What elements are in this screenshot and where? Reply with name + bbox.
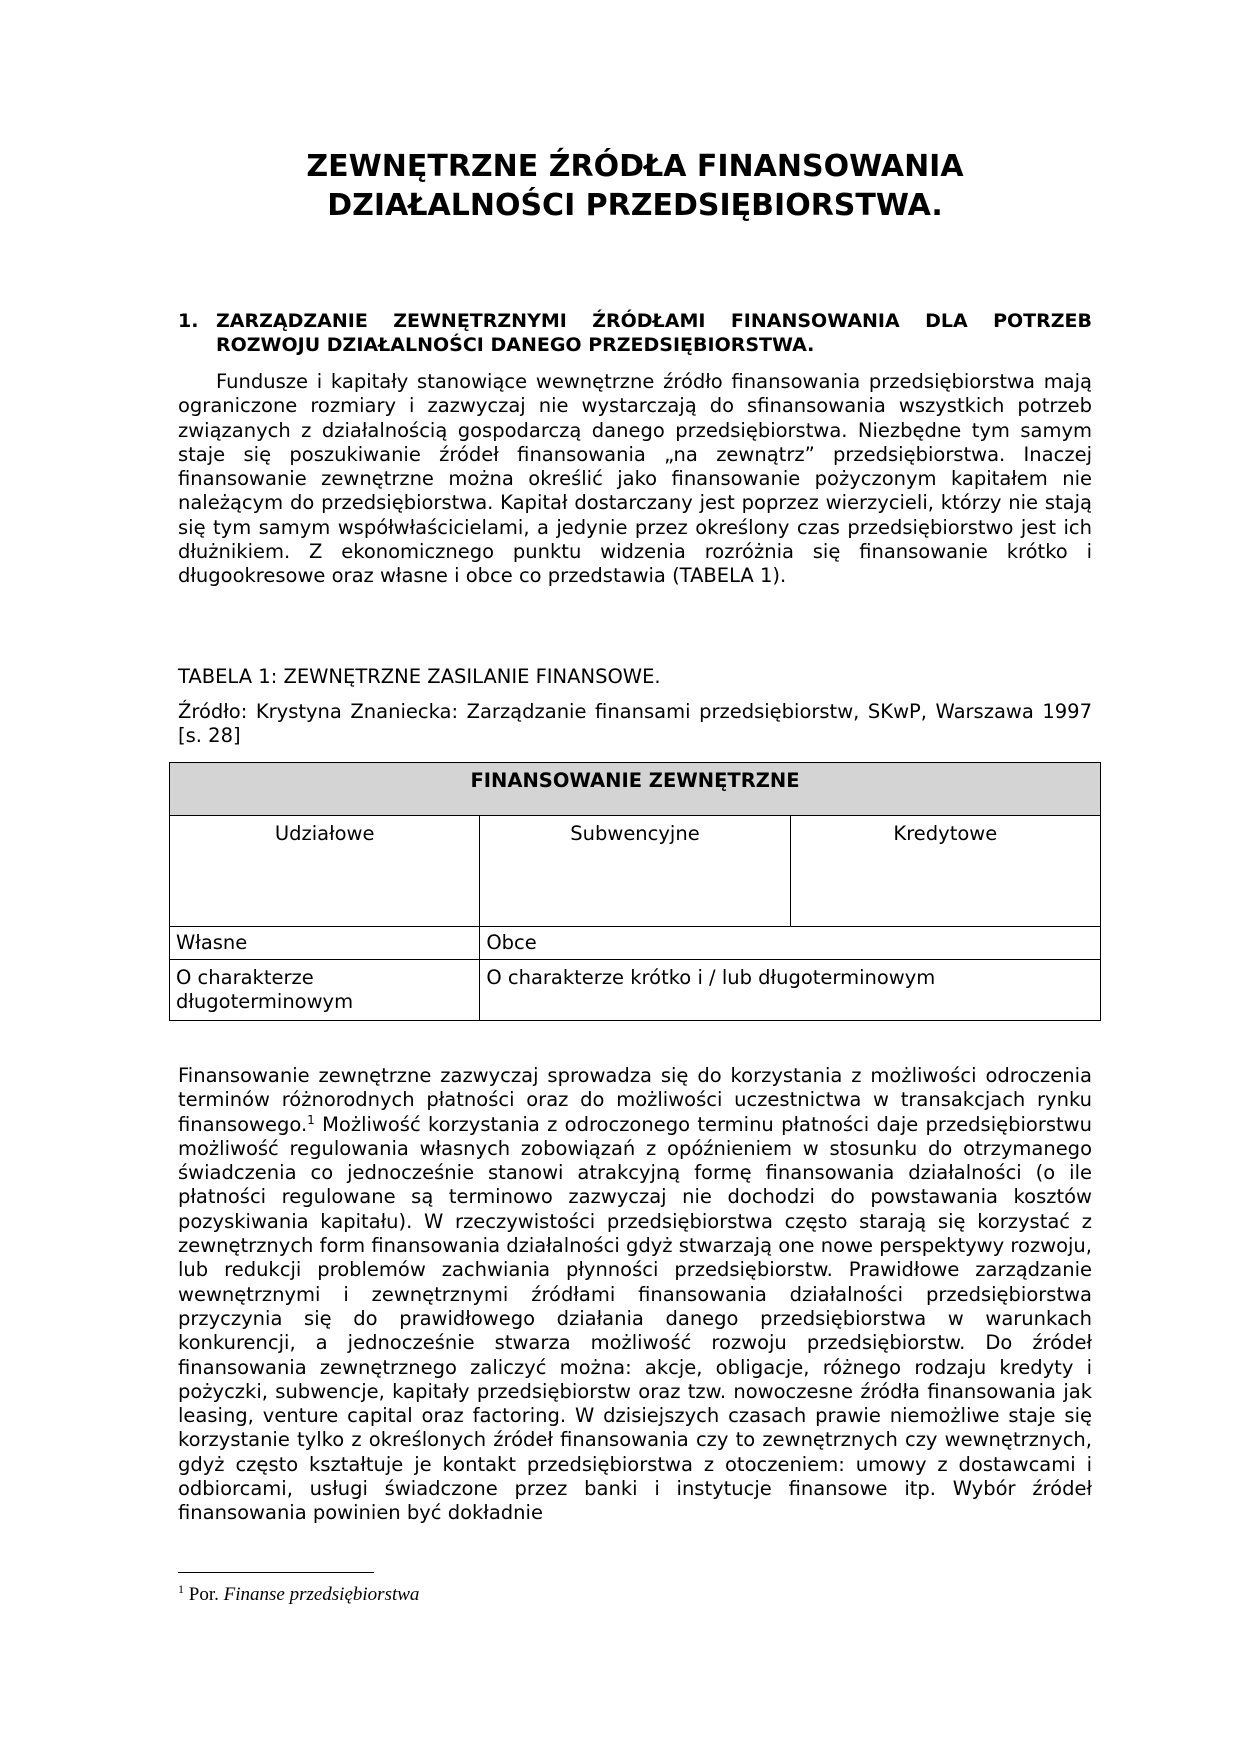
footnote-separator bbox=[178, 1572, 374, 1573]
section-heading bbox=[178, 309, 1092, 357]
paragraph-2-text-a: Finansowanie zewnętrzne zazwyczaj sprowadza się do korzystania z możliwości odroczenia terminów różnorodnych płatności oraz do możliwości uczestnictwa w transakcjach rynku finansowego. bbox=[178, 1064, 1092, 1136]
footnote-reference: 1 bbox=[307, 1112, 315, 1127]
table-cell-subwencyjne: Subwencyjne bbox=[480, 816, 790, 927]
table-cell-kredytowe: Kredytowe bbox=[790, 816, 1100, 927]
footnote bbox=[178, 1583, 419, 1607]
table-row bbox=[170, 927, 1101, 960]
section-number: 1. bbox=[178, 310, 199, 332]
table-cell-wlasne: Własne bbox=[170, 927, 480, 960]
table-row bbox=[170, 763, 1101, 816]
table-cell-short-long-term: O charakterze krótko i / lub długoterminowym bbox=[480, 960, 1101, 1021]
paragraph-2 bbox=[178, 1064, 1092, 1526]
table-source: Źródło: Krystyna Znaniecka: Zarządzanie finansami przedsiębiorstw, SKwP, Warszawa 1997 [s. 28] bbox=[178, 700, 1092, 748]
paragraph-1: Fundusze i kapitały stanowiące wewnętrzne źródło finansowania przedsiębiorstwa mają ograniczone rozmiary i zazwyczaj nie wystarczają do sfinansowania wszystkich potrzeb związanych z działalnością gospodarczą danego przedsiębiorstwa. Niezbędne tym samym staje się poszukiwanie źródeł finansowania „na zewnątrz” przedsiębiorstwa. Inaczej finansowanie zewnętrzne można określić jako finansowanie pożyczonym kapitałem nie należącym do przedsiębiorstwa. Kapitał dostarczany jest poprzez wierzycieli, którzy nie stają się tym samym współwłaścicielami, a jedynie przez określony czas przedsiębiorstwo jest ich dłużnikiem. Z ekonomicznego punktu widzenia rozróżnia się finansowanie krótko i długookresowe oraz własne i obce co przedstawia (TABELA 1). bbox=[178, 370, 1092, 588]
table-caption: TABELA 1: ZEWNĘTRZNE ZASILANIE FINANSOWE. bbox=[178, 665, 661, 688]
footnote-marker: 1 bbox=[178, 1582, 184, 1596]
paragraph-2-text-b: Możliwość korzystania z odroczonego terminu płatności daje przedsiębiorstwu możliwość regulowania własnych zobowiązań z opóźnieniem w stosunku do otrzymanego świadczenia co jednocześnie stanowi atrakcyjną formę finansowania działalności (o ile płatności regulowane są terminowo zazwyczaj nie dochodzi do powstawania kosztów pozyskiwania kapitału). W rzeczywistości przedsiębiorstwa często starają się korzystać z zewnętrznych form finansowania działalności gdyż stwarzają one nowe perspektywy rozwoju, lub redukcji problemów zachwiania płynności przedsiębiorstw. Prawidłowe zarządzanie wewnętrznymi i zewnętrznymi źródłami finansowania działalności przedsiębiorstwa przyczynia się do prawidłowego działania danego przedsiębiorstwa w warunkach konkurencji, a jednocześnie stwarza możliwość rozwoju przedsiębiorstw. Do źródeł finansowania zewnętrznego zaliczyć można: akcje, obligacje, różnego rodzaju kredyty i pożyczki, subwencje, kapitały przedsiębiorstw oraz tzw. nowoczesne źródła finansowania jak leasing, venture capital oraz factoring. W dzisiejszych czasach prawie niemożliwe staje się korzystanie tylko z określonych źródeł finansowania czy to zewnętrznych czy wewnętrznych, gdyż często kształtuje je kontakt przedsiębiorstwa z otoczeniem: umowy z dostawcami i odbiorcami, usługi świadczone przez banki i instytucje finansowe itp. Wybór źródeł finansowania powinien być dokładnie bbox=[178, 1112, 1092, 1525]
title-line-2: DZIAŁALNOŚCI PRZEDSIĘBIORSTWA. bbox=[327, 188, 943, 223]
section-heading-text: ZARZĄDZANIE ZEWNĘTRZNYMI ŹRÓDŁAMI FINANSOWANIA DLA POTRZEB ROZWOJU DZIAŁALNOŚCI DANEGO PRZEDSIĘBIORSTWA. bbox=[216, 310, 1092, 356]
table-row bbox=[170, 960, 1101, 1021]
table-cell-obce: Obce bbox=[480, 927, 1101, 960]
title-line-1: ZEWNĘTRZNE ŹRÓDŁA FINANSOWANIA bbox=[306, 149, 964, 184]
document-title bbox=[140, 147, 1130, 225]
footnote-prefix: Por. bbox=[184, 1584, 224, 1605]
table-row bbox=[170, 816, 1101, 927]
table-header: FINANSOWANIE ZEWNĘTRZNE bbox=[170, 763, 1101, 816]
table-cell-udzialowe: Udziałowe bbox=[170, 816, 480, 927]
footnote-title: Finanse przedsiębiorstwa bbox=[223, 1584, 420, 1605]
financing-table bbox=[169, 762, 1101, 1021]
table-cell-long-term: O charakterze długoterminowym bbox=[170, 960, 480, 1021]
